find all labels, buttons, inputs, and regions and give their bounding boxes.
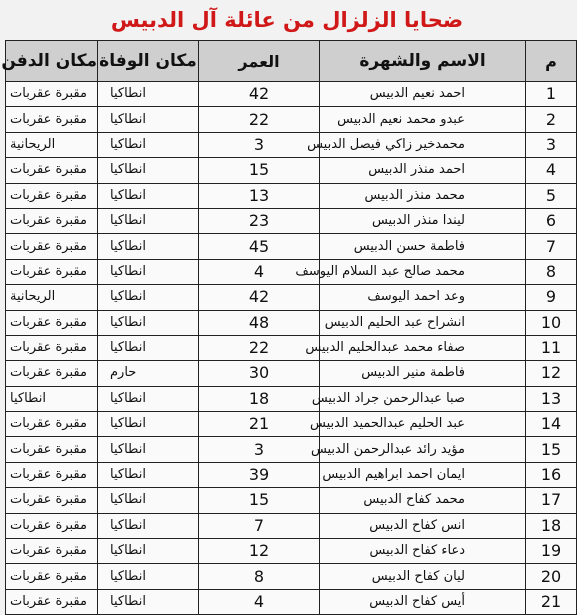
row-death-place: حارم — [98, 361, 199, 386]
table-row — [6, 183, 577, 208]
row-burial-place: مقبرة عقربات — [6, 208, 98, 233]
row-num: 17 — [526, 488, 577, 513]
row-death-place: انطاكيا — [98, 589, 199, 614]
row-name: وعد احمد اليوسف — [320, 285, 526, 310]
row-num: 13 — [526, 386, 577, 411]
header-death-place: مكان الوفاة — [98, 41, 199, 82]
row-burial-place: مقبرة عقربات — [6, 539, 98, 564]
header-burial-place: مكان الدفن — [6, 41, 98, 82]
row-burial-place: مقبرة عقربات — [6, 183, 98, 208]
row-name: احمد نعيم الدبيس — [320, 82, 526, 107]
row-age: 4 — [199, 589, 320, 614]
row-age: 39 — [199, 462, 320, 487]
table-row — [6, 335, 577, 360]
table-row — [6, 310, 577, 335]
row-num: 10 — [526, 310, 577, 335]
row-num: 11 — [526, 335, 577, 360]
row-death-place: انطاكيا — [98, 335, 199, 360]
page-title: ضحايا الزلزال من عائلة آل الدبيس — [110, 8, 464, 32]
row-death-place: انطاكيا — [98, 462, 199, 487]
row-name: عبدو محمد نعيم الدبيس — [320, 107, 526, 132]
table-row — [6, 412, 577, 437]
row-death-place: انطاكيا — [98, 107, 199, 132]
row-death-place: انطاكيا — [98, 234, 199, 259]
table-row — [6, 82, 577, 107]
row-age: 8 — [199, 564, 320, 589]
row-age: 22 — [199, 335, 320, 360]
row-name: دعاء كفاح الدبيس — [320, 539, 526, 564]
table-row — [6, 437, 577, 462]
row-burial-place: مقبرة عقربات — [6, 564, 98, 589]
table-row — [6, 234, 577, 259]
table-row — [6, 208, 577, 233]
row-death-place: انطاكيا — [98, 539, 199, 564]
row-burial-place: الريحانية — [6, 285, 98, 310]
row-burial-place: مقبرة عقربات — [6, 82, 98, 107]
row-num: 7 — [526, 234, 577, 259]
row-age: 15 — [199, 488, 320, 513]
row-age: 4 — [199, 259, 320, 284]
header-name: الاسم والشهرة — [320, 41, 526, 82]
row-age: 21 — [199, 412, 320, 437]
row-death-place: انطاكيا — [98, 132, 199, 157]
row-death-place: انطاكيا — [98, 386, 199, 411]
row-name: محمدخير زاكي فيصل الدبيس — [320, 132, 526, 157]
row-burial-place: مقبرة عقربات — [6, 234, 98, 259]
row-burial-place: مقبرة عقربات — [6, 513, 98, 538]
row-death-place: انطاكيا — [98, 158, 199, 183]
row-age: 3 — [199, 437, 320, 462]
table-row — [6, 539, 577, 564]
row-burial-place: مقبرة عقربات — [6, 462, 98, 487]
row-death-place: انطاكيا — [98, 310, 199, 335]
row-name: فاطمة حسن الدبيس — [320, 234, 526, 259]
row-death-place: انطاكيا — [98, 82, 199, 107]
row-death-place: انطاكيا — [98, 208, 199, 233]
row-num: 12 — [526, 361, 577, 386]
row-num: 21 — [526, 589, 577, 614]
row-death-place: انطاكيا — [98, 513, 199, 538]
row-age: 3 — [199, 132, 320, 157]
row-age: 42 — [199, 285, 320, 310]
row-age: 18 — [199, 386, 320, 411]
row-name: صفاء محمد عبدالحليم الدبيس — [320, 335, 526, 360]
table-row — [6, 285, 577, 310]
row-name: احمد منذر الدبيس — [320, 158, 526, 183]
row-age: 15 — [199, 158, 320, 183]
row-name: عبد الحليم عبدالحميد الدبيس — [320, 412, 526, 437]
table-row — [6, 386, 577, 411]
row-burial-place: مقبرة عقربات — [6, 310, 98, 335]
row-num: 4 — [526, 158, 577, 183]
row-num: 3 — [526, 132, 577, 157]
row-num: 1 — [526, 82, 577, 107]
row-burial-place: مقبرة عقربات — [6, 361, 98, 386]
row-death-place: انطاكيا — [98, 412, 199, 437]
row-age: 45 — [199, 234, 320, 259]
row-num: 15 — [526, 437, 577, 462]
table-row — [6, 361, 577, 386]
row-num: 20 — [526, 564, 577, 589]
header-row — [6, 41, 577, 82]
row-num: 18 — [526, 513, 577, 538]
table-row — [6, 158, 577, 183]
table-row — [6, 462, 577, 487]
table-row — [6, 513, 577, 538]
row-burial-place: مقبرة عقربات — [6, 335, 98, 360]
row-death-place: انطاكيا — [98, 285, 199, 310]
row-name: محمد منذر الدبيس — [320, 183, 526, 208]
table-row — [6, 589, 577, 614]
row-death-place: انطاكيا — [98, 564, 199, 589]
row-burial-place: مقبرة عقربات — [6, 259, 98, 284]
row-name: فاطمة منير الدبيس — [320, 361, 526, 386]
row-age: 30 — [199, 361, 320, 386]
row-name: انشراح عبد الحليم الدبيس — [320, 310, 526, 335]
row-age: 48 — [199, 310, 320, 335]
victims-table — [1, 40, 577, 615]
table-row — [6, 132, 577, 157]
row-name: محمد كفاح الدبيس — [320, 488, 526, 513]
row-name: ليان كفاح الدبيس — [320, 564, 526, 589]
table-row — [6, 259, 577, 284]
table-row — [6, 564, 577, 589]
row-burial-place: مقبرة عقربات — [6, 488, 98, 513]
table-body — [6, 82, 577, 615]
row-burial-place: مقبرة عقربات — [6, 412, 98, 437]
table-row — [6, 488, 577, 513]
row-name: أيس كفاح الدبيس — [320, 589, 526, 614]
row-age: 7 — [199, 513, 320, 538]
table-row — [6, 107, 577, 132]
row-num: 9 — [526, 285, 577, 310]
row-num: 2 — [526, 107, 577, 132]
row-num: 19 — [526, 539, 577, 564]
header-age: العمر — [199, 41, 320, 82]
row-age: 12 — [199, 539, 320, 564]
row-num: 14 — [526, 412, 577, 437]
row-name: محمد صالح عبد السلام اليوسف — [320, 259, 526, 284]
row-burial-place: مقبرة عقربات — [6, 107, 98, 132]
row-name: انس كفاح الدبيس — [320, 513, 526, 538]
row-num: 5 — [526, 183, 577, 208]
row-name: صبا عبدالرحمن جراد الدبيس — [320, 386, 526, 411]
row-burial-place: انطاكيا — [6, 386, 98, 411]
row-age: 13 — [199, 183, 320, 208]
row-age: 22 — [199, 107, 320, 132]
header-num: م — [526, 41, 577, 82]
row-name: مؤيد رائد عبدالرحمن الدبيس — [320, 437, 526, 462]
row-age: 23 — [199, 208, 320, 233]
row-death-place: انطاكيا — [98, 183, 199, 208]
row-burial-place: مقبرة عقربات — [6, 158, 98, 183]
row-death-place: انطاكيا — [98, 488, 199, 513]
row-death-place: انطاكيا — [98, 437, 199, 462]
row-age: 42 — [199, 82, 320, 107]
table-header — [1, 41, 577, 82]
row-num: 8 — [526, 259, 577, 284]
row-num: 16 — [526, 462, 577, 487]
row-burial-place: الريحانية — [6, 132, 98, 157]
row-death-place: انطاكيا — [98, 259, 199, 284]
row-num: 6 — [526, 208, 577, 233]
row-burial-place: مقبرة عقربات — [6, 437, 98, 462]
row-name: ليندا منذر الدبيس — [320, 208, 526, 233]
row-name: ايمان احمد ابراهيم الدبيس — [320, 462, 526, 487]
row-burial-place: مقبرة عقربات — [6, 589, 98, 614]
